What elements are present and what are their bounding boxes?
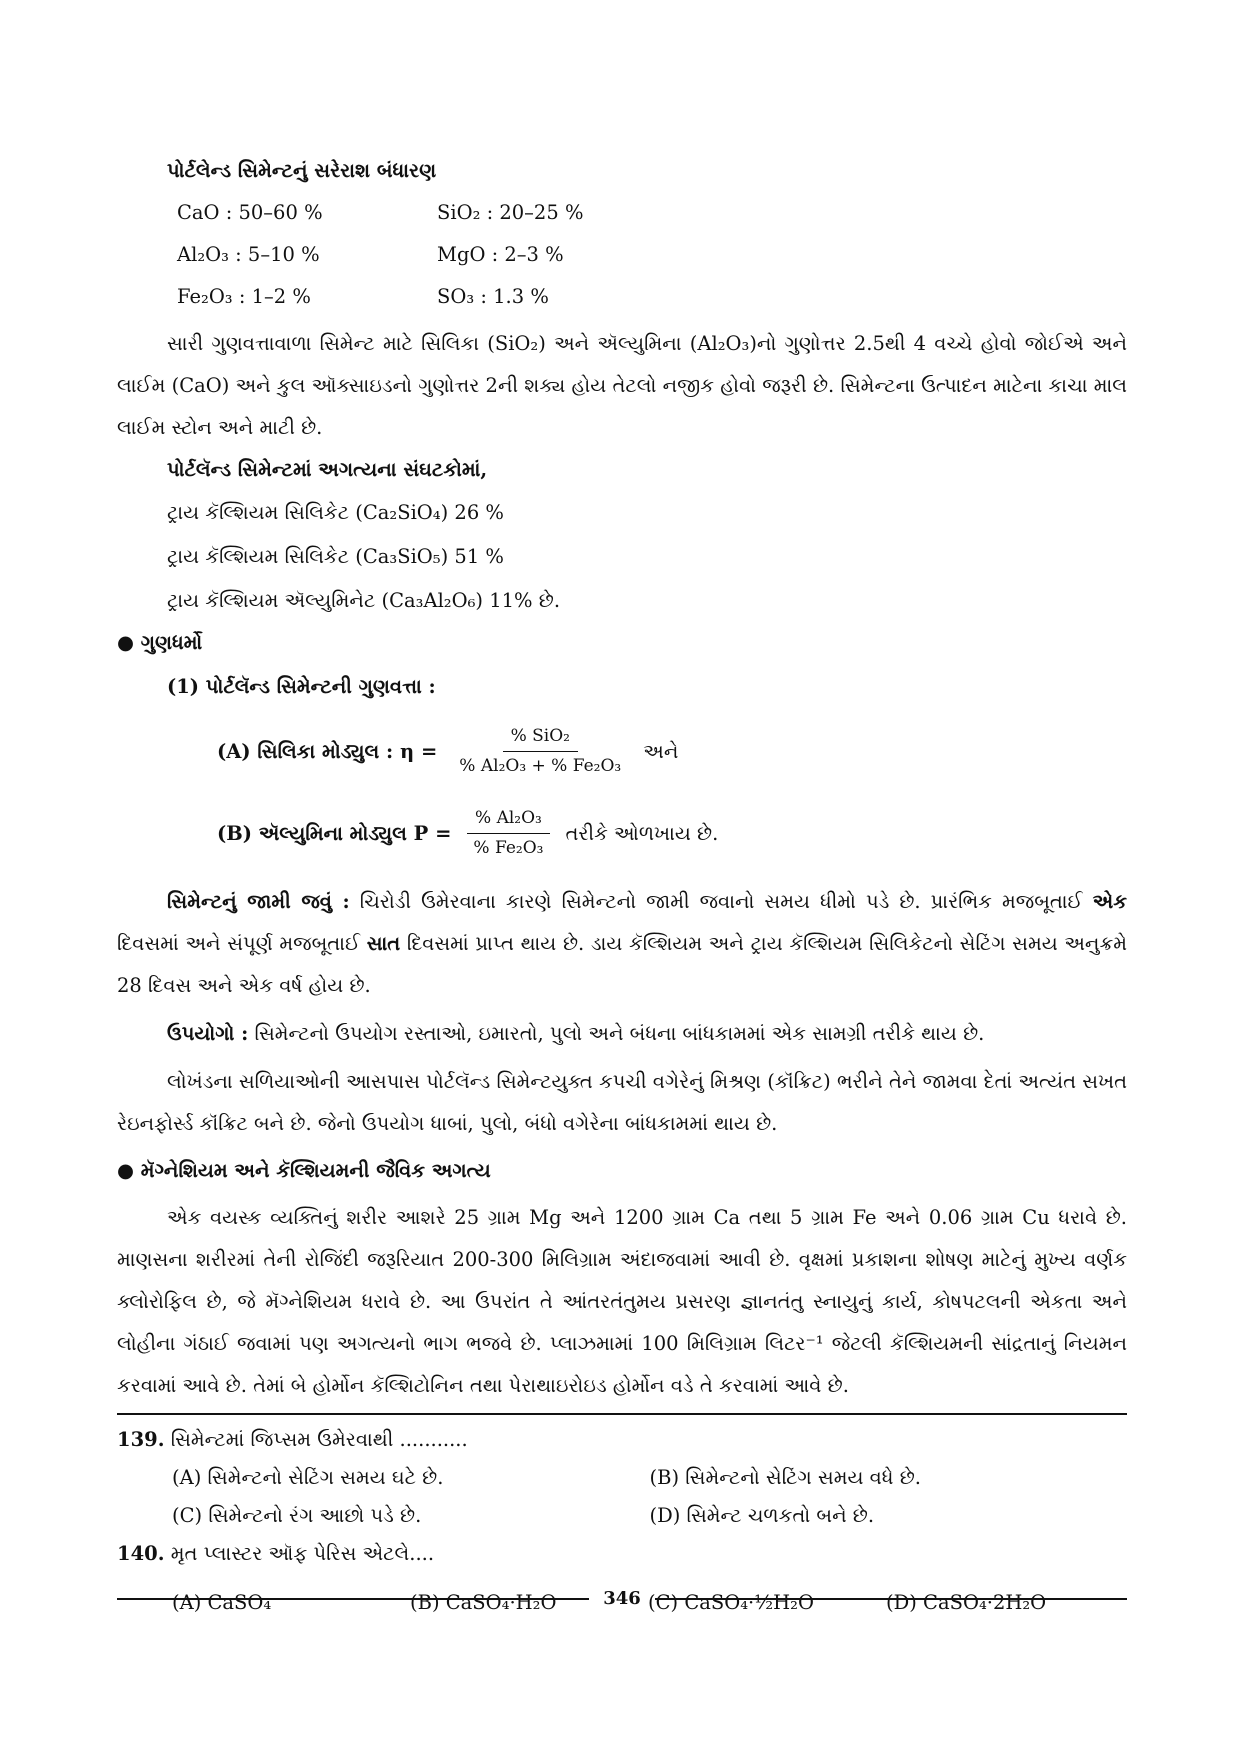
paragraph-uses: [117, 1013, 1127, 1055]
bullet-properties: ● ગુણધર્મો: [117, 630, 203, 654]
question-text: સિમેન્ટમાં જિપ્સમ ઉમેરવાથી ...........: [164, 1427, 468, 1451]
fraction-numerator: % Al₂O₃: [467, 806, 550, 835]
question-140: [117, 1535, 1127, 1573]
bold-word: એક: [1092, 889, 1127, 913]
paragraph-lead: સિમેન્ટનું જામી જવું :: [167, 889, 350, 913]
composition-cell: SiO₂ : 20–25 %: [437, 200, 584, 224]
page-content: [117, 156, 1127, 1633]
composition-cell: SO₃ : 1.3 %: [437, 284, 549, 308]
option-a: (A) સિમેન્ટનો સેટિંગ સમય ઘટે છે.: [172, 1465, 444, 1489]
question-number: 139.: [117, 1427, 165, 1451]
options-row: [172, 1459, 1127, 1497]
formula-label: (A) સિલિકા મોડ્યુલ : η =: [217, 739, 438, 763]
fraction-denominator: % Fe₂O₃: [473, 838, 544, 858]
section-divider: [117, 1413, 1127, 1415]
option-b: (B) સિમેન્ટનો સેટિંગ સમય વધે છે.: [649, 1465, 921, 1489]
component-line: ટ્રાય કૅલ્શિયમ સિલિકેટ (Ca₃SiO₅) 51 %: [167, 544, 504, 568]
option-a: (A) CaSO₄: [172, 1590, 272, 1614]
formula-suffix: તરીકે ઓળખાય છે.: [565, 821, 719, 845]
text-run: દિવસમાં પ્રાપ્ત થાય છે. ડાય કૅલ્શિયમ અને ટ્રાય કૅલ્શિયમ સિલિકેટનો સેટિંગ સમય અનુક્રમે 28 દિવસ અને એક વર્ષ હોય છે.: [117, 931, 1127, 997]
formula-suffix: અને: [643, 739, 679, 763]
formula-alumina-modulus: [217, 793, 1127, 875]
options-row: [172, 1497, 1127, 1535]
formula-label: (B) ઍલ્યુમિના મોડ્યુલ P =: [217, 821, 452, 845]
composition-row: [177, 191, 697, 233]
question-139: [117, 1421, 1127, 1459]
paragraph-biology: એક વયસ્ક વ્યક્તિનું શરીર આશરે 25 ગ્રામ Mg અને 1200 ગ્રામ Ca તથા 5 ગ્રામ Fe અને 0.06 ગ્રામ Cu ધરાવે છે. માણસના શરીરમાં તેની રોજિંદી જરૂરિયાત 200-300 મિલિગ્રામ અંદાજવામાં આવી છે. વૃક્ષમાં પ્રકાશના શોષણ માટેનું મુખ્ય વર્ણક ક્લોરોફિલ છે, જે મૅગ્નેશિયમ ધરાવે છે. આ ઉપરાંત તે આંતરતંતુમય પ્રસરણ જ્ઞાનતંતુ સ્નાયુનું કાર્ય, કોષપટલની એકતા અને લોહીના ગંઠાઈ જવામાં પણ અગત્યનો ભાગ ભજવે છે. પ્લાઝમામાં 100 મિલિગ્રામ લિટર⁻¹ જેટલી કૅલ્શિયમની સાંદ્રતાનું નિયમન કરવામાં આવે છે. તેમાં બે હોર્મોન કૅલ્શિટોનિન તથા પેરાથાઇરોઇડ હોર્મોન વડે તે કરવામાં આવે છે.: [117, 1205, 1127, 1397]
question-number: 140.: [117, 1541, 165, 1565]
paragraph-silica-ratio: સારી ગુણવત્તાવાળા સિમેન્ટ માટે સિલિકા (SiO₂) અને ઍલ્યુમિના (Al₂O₃)નો ગુણોત્તર 2.5થી 4 વચ્ચે હોવો જોઈએ અને લાઈમ (CaO) અને કુલ ઑક્સાઇડનો ગુણોત્તર 2ની શક્ય હોય તેટલો નજીક હોવો જરૂરી છે. સિમેન્ટના ઉત્પાદન માટેના કાચા માલ લાઈમ સ્ટોન અને માટી છે.: [117, 332, 1127, 440]
component-line: ટ્રાય કૅલ્શિયમ ઍલ્યુમિનેટ (Ca₃Al₂O₆) 11% છે.: [167, 588, 561, 612]
page-number: 346: [603, 1588, 641, 1609]
option-d: (D) CaSO₄·2H₂O: [886, 1590, 1047, 1614]
composition-cell: MgO : 2–3 %: [437, 242, 564, 266]
bold-word: સાત: [366, 931, 401, 955]
heading-components: પોર્ટલૅન્ડ સિમેન્ટમાં અગત્યના સંઘટકોમાં,: [167, 458, 488, 482]
composition-cell: Al₂O₃ : 5–10 %: [177, 242, 320, 266]
composition-row: [177, 275, 697, 317]
composition-cell: CaO : 50–60 %: [177, 200, 323, 224]
footer-rule-left: [117, 1598, 589, 1600]
option-c: (C) સિમેન્ટનો રંગ આછો પડે છે.: [172, 1503, 422, 1527]
composition-row: [177, 233, 697, 275]
footer-rule-right: [655, 1598, 1127, 1600]
component-line: ટ્રાય કૅલ્શિયમ સિલિકેટ (Ca₂SiO₄) 26 %: [167, 500, 504, 524]
fraction: [451, 724, 629, 780]
option-c: (C) CaSO₄·½H₂O: [648, 1590, 814, 1614]
fraction-numerator: % SiO₂: [503, 724, 578, 753]
heading-composition: પોર્ટલેન્ડ સિમેન્ટનું સરેરાશ બંધારણ: [167, 159, 437, 182]
fraction-denominator: % Al₂O₃ + % Fe₂O₃: [459, 756, 622, 776]
text-run: ચિરોડી ઉમેરવાના કારણે સિમેન્ટનો જામી જવાનો સમય ધીમો પડે છે. પ્રારંભિક મજબૂતાઈ: [349, 889, 1093, 913]
text-run: દિવસમાં અને સંપૂર્ણ મજબૂતાઈ: [117, 931, 367, 955]
composition-cell: Fe₂O₃ : 1–2 %: [177, 284, 311, 308]
page-footer: [117, 1588, 1127, 1609]
fraction: [465, 806, 551, 862]
option-b: (B) CaSO₄·H₂O: [410, 1590, 557, 1614]
option-d: (D) સિમેન્ટ ચળકતો બને છે.: [649, 1503, 875, 1527]
text-run: સિમેન્ટનો ઉપયોગ રસ્તાઓ, ઇમારતો, પુલો અને બંધના બાંધકામમાં એક સામગ્રી તરીકે થાય છે.: [248, 1021, 985, 1045]
paragraph-setting: [117, 881, 1127, 1007]
paragraph-lead: ઉપયોગો :: [167, 1021, 249, 1045]
subheading-quality: (1) પોર્ટલૅન્ડ સિમેન્ટની ગુણવત્તા :: [167, 674, 436, 698]
formula-silica-modulus: [217, 711, 1127, 793]
question-text: મૃત પ્લાસ્ટર ઑફ પેરિસ એટલે....: [164, 1541, 435, 1565]
composition-table: [177, 191, 697, 317]
bullet-biological-importance: ● મૅગ્નેશિયમ અને કૅલ્શિયમની જૈવિક અગત્ય: [117, 1158, 491, 1182]
paragraph-concrete: લોખંડના સળિયાઓની આસપાસ પોર્ટલૅન્ડ સિમેન્ટયુક્ત કપચી વગેરેનું મિશ્રણ (કૉંક્રિટ) ભરીને તેને જામવા દેતાં અત્યંત સખત રેઇનફોર્સ્ડ કૉંક્રિટ બને છે. જેનો ઉપયોગ ધાબાં, પુલો, બંધો વગેરેના બાંધકામમાં થાય છે.: [117, 1069, 1127, 1135]
